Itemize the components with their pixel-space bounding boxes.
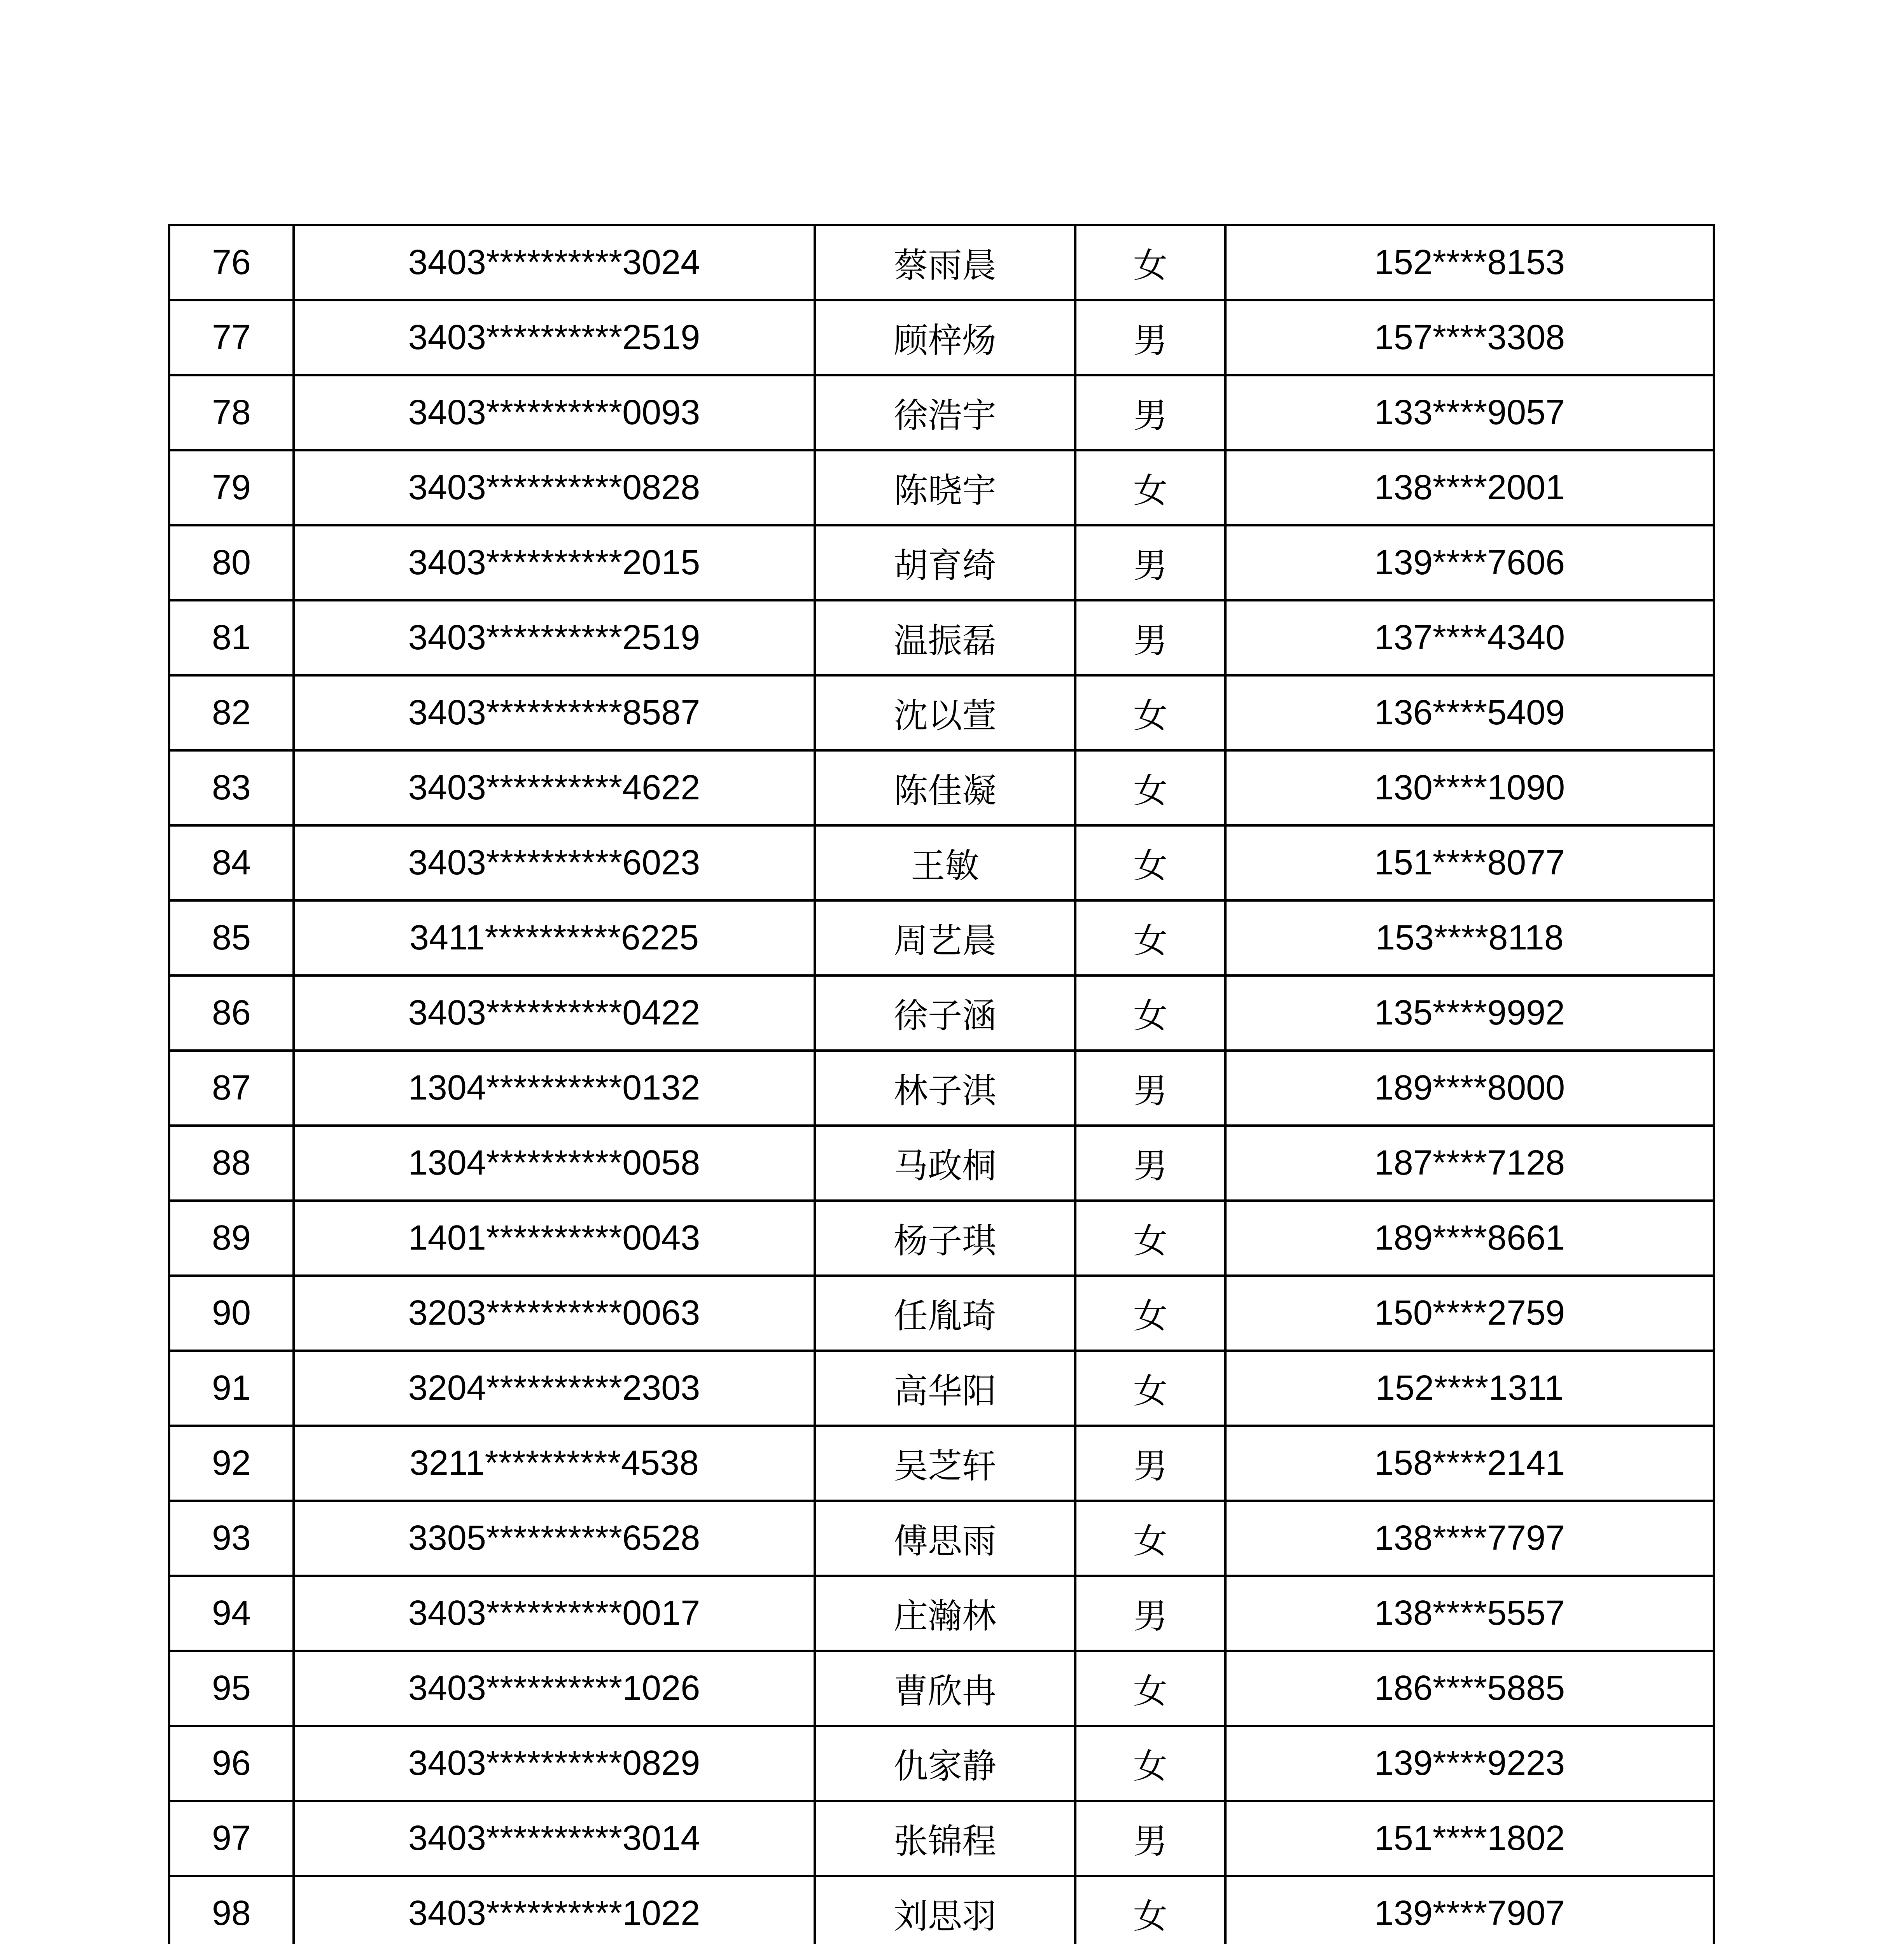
gender-cell: 女 (1075, 675, 1225, 750)
id-number-cell: 3403**********8587 (294, 675, 815, 750)
gender-cell: 女 (1075, 1651, 1225, 1726)
name-cell: 陈佳凝 (815, 750, 1075, 825)
table-row (169, 975, 1714, 1051)
row-number-cell: 92 (169, 1426, 294, 1501)
phone-cell: 150****2759 (1225, 1276, 1714, 1351)
row-number-cell: 86 (169, 975, 294, 1051)
phone-cell: 136****5409 (1225, 675, 1714, 750)
name-cell: 王敏 (815, 825, 1075, 900)
row-number-cell: 82 (169, 675, 294, 750)
phone-cell: 137****4340 (1225, 600, 1714, 675)
table-row (169, 750, 1714, 825)
row-number-cell: 78 (169, 375, 294, 450)
gender-cell: 男 (1075, 300, 1225, 375)
gender-cell: 女 (1075, 975, 1225, 1051)
id-number-cell: 3403**********2519 (294, 300, 815, 375)
row-number-cell: 95 (169, 1651, 294, 1726)
table-row (169, 1876, 1714, 1944)
name-cell: 周艺晨 (815, 900, 1075, 975)
id-number-cell: 3403**********3024 (294, 225, 815, 300)
gender-cell: 女 (1075, 1201, 1225, 1276)
phone-cell: 139****7606 (1225, 525, 1714, 600)
gender-cell: 男 (1075, 1126, 1225, 1201)
name-cell: 温振磊 (815, 600, 1075, 675)
table-row (169, 1501, 1714, 1576)
name-cell: 顾梓炀 (815, 300, 1075, 375)
gender-cell: 男 (1075, 1576, 1225, 1651)
gender-cell: 女 (1075, 1876, 1225, 1944)
id-number-cell: 1304**********0058 (294, 1126, 815, 1201)
row-number-cell: 87 (169, 1051, 294, 1126)
id-number-cell: 3411**********6225 (294, 900, 815, 975)
phone-cell: 151****8077 (1225, 825, 1714, 900)
roster-table-body (169, 225, 1714, 1944)
id-number-cell: 3403**********1026 (294, 1651, 815, 1726)
row-number-cell: 77 (169, 300, 294, 375)
table-row (169, 525, 1714, 600)
row-number-cell: 79 (169, 450, 294, 525)
phone-cell: 152****1311 (1225, 1351, 1714, 1426)
gender-cell: 女 (1075, 900, 1225, 975)
gender-cell: 男 (1075, 1426, 1225, 1501)
row-number-cell: 88 (169, 1126, 294, 1201)
phone-cell: 135****9992 (1225, 975, 1714, 1051)
phone-cell: 138****7797 (1225, 1501, 1714, 1576)
table-row (169, 1051, 1714, 1126)
phone-cell: 187****7128 (1225, 1126, 1714, 1201)
name-cell: 任胤琦 (815, 1276, 1075, 1351)
name-cell: 马政桐 (815, 1126, 1075, 1201)
roster-table (168, 224, 1715, 1944)
table-row (169, 600, 1714, 675)
row-number-cell: 94 (169, 1576, 294, 1651)
table-row (169, 1651, 1714, 1726)
gender-cell: 男 (1075, 375, 1225, 450)
table-row (169, 1576, 1714, 1651)
table-row (169, 1201, 1714, 1276)
name-cell: 徐浩宇 (815, 375, 1075, 450)
row-number-cell: 90 (169, 1276, 294, 1351)
row-number-cell: 80 (169, 525, 294, 600)
table-row (169, 1276, 1714, 1351)
name-cell: 曹欣冉 (815, 1651, 1075, 1726)
phone-cell: 133****9057 (1225, 375, 1714, 450)
id-number-cell: 3403**********2015 (294, 525, 815, 600)
id-number-cell: 1401**********0043 (294, 1201, 815, 1276)
table-row (169, 1351, 1714, 1426)
gender-cell: 女 (1075, 1276, 1225, 1351)
table-row (169, 450, 1714, 525)
name-cell: 沈以萱 (815, 675, 1075, 750)
id-number-cell: 3403**********0828 (294, 450, 815, 525)
row-number-cell: 98 (169, 1876, 294, 1944)
gender-cell: 女 (1075, 1501, 1225, 1576)
row-number-cell: 76 (169, 225, 294, 300)
name-cell: 仇家静 (815, 1726, 1075, 1801)
phone-cell: 139****7907 (1225, 1876, 1714, 1944)
name-cell: 张锦程 (815, 1801, 1075, 1876)
row-number-cell: 91 (169, 1351, 294, 1426)
phone-cell: 152****8153 (1225, 225, 1714, 300)
table-row (169, 225, 1714, 300)
id-number-cell: 3211**********4538 (294, 1426, 815, 1501)
table-row (169, 675, 1714, 750)
phone-cell: 157****3308 (1225, 300, 1714, 375)
id-number-cell: 3204**********2303 (294, 1351, 815, 1426)
gender-cell: 女 (1075, 225, 1225, 300)
id-number-cell: 3403**********0422 (294, 975, 815, 1051)
phone-cell: 153****8118 (1225, 900, 1714, 975)
row-number-cell: 83 (169, 750, 294, 825)
id-number-cell: 3403**********2519 (294, 600, 815, 675)
id-number-cell: 1304**********0132 (294, 1051, 815, 1126)
row-number-cell: 96 (169, 1726, 294, 1801)
id-number-cell: 3403**********6023 (294, 825, 815, 900)
id-number-cell: 3403**********0017 (294, 1576, 815, 1651)
row-number-cell: 89 (169, 1201, 294, 1276)
name-cell: 吴芝轩 (815, 1426, 1075, 1501)
name-cell: 陈晓宇 (815, 450, 1075, 525)
phone-cell: 138****2001 (1225, 450, 1714, 525)
phone-cell: 189****8000 (1225, 1051, 1714, 1126)
gender-cell: 男 (1075, 600, 1225, 675)
gender-cell: 女 (1075, 750, 1225, 825)
table-row (169, 1801, 1714, 1876)
gender-cell: 男 (1075, 1051, 1225, 1126)
name-cell: 刘思羽 (815, 1876, 1075, 1944)
id-number-cell: 3403**********0829 (294, 1726, 815, 1801)
table-row (169, 375, 1714, 450)
id-number-cell: 3203**********0063 (294, 1276, 815, 1351)
gender-cell: 女 (1075, 825, 1225, 900)
id-number-cell: 3403**********1022 (294, 1876, 815, 1944)
phone-cell: 186****5885 (1225, 1651, 1714, 1726)
row-number-cell: 81 (169, 600, 294, 675)
name-cell: 林子淇 (815, 1051, 1075, 1126)
table-row (169, 300, 1714, 375)
id-number-cell: 3305**********6528 (294, 1501, 815, 1576)
table-row (169, 1726, 1714, 1801)
table-row (169, 825, 1714, 900)
name-cell: 庄瀚林 (815, 1576, 1075, 1651)
row-number-cell: 85 (169, 900, 294, 975)
id-number-cell: 3403**********3014 (294, 1801, 815, 1876)
row-number-cell: 97 (169, 1801, 294, 1876)
phone-cell: 151****1802 (1225, 1801, 1714, 1876)
table-row (169, 900, 1714, 975)
phone-cell: 189****8661 (1225, 1201, 1714, 1276)
phone-cell: 158****2141 (1225, 1426, 1714, 1501)
row-number-cell: 84 (169, 825, 294, 900)
gender-cell: 女 (1075, 1726, 1225, 1801)
gender-cell: 男 (1075, 1801, 1225, 1876)
gender-cell: 女 (1075, 450, 1225, 525)
name-cell: 高华阳 (815, 1351, 1075, 1426)
phone-cell: 138****5557 (1225, 1576, 1714, 1651)
gender-cell: 男 (1075, 525, 1225, 600)
id-number-cell: 3403**********4622 (294, 750, 815, 825)
gender-cell: 女 (1075, 1351, 1225, 1426)
name-cell: 胡育绮 (815, 525, 1075, 600)
name-cell: 傅思雨 (815, 1501, 1075, 1576)
phone-cell: 130****1090 (1225, 750, 1714, 825)
name-cell: 徐子涵 (815, 975, 1075, 1051)
table-row (169, 1126, 1714, 1201)
name-cell: 蔡雨晨 (815, 225, 1075, 300)
row-number-cell: 93 (169, 1501, 294, 1576)
table-row (169, 1426, 1714, 1501)
phone-cell: 139****9223 (1225, 1726, 1714, 1801)
id-number-cell: 3403**********0093 (294, 375, 815, 450)
name-cell: 杨子琪 (815, 1201, 1075, 1276)
